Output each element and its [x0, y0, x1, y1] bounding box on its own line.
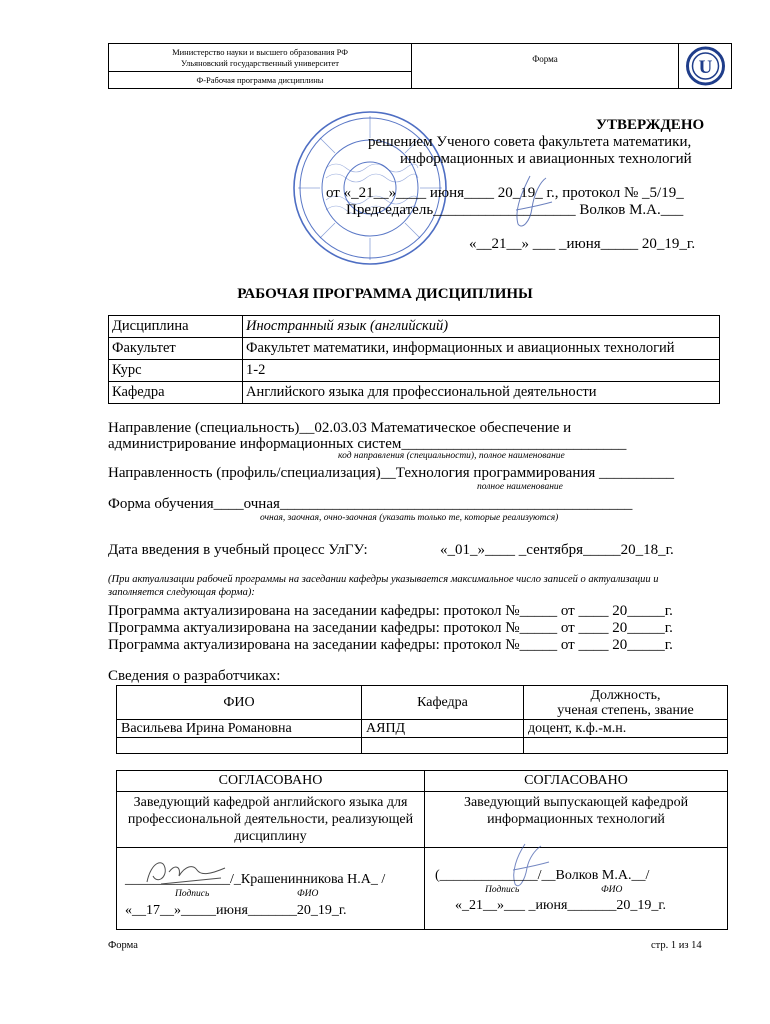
discipline-field-value: 1-2 — [243, 360, 720, 382]
agreed-left-sign-line: _______________/_Крашенинникова Н.А_ / — [125, 872, 386, 887]
agreed-left-role: Заведующий кафедрой английского языка для профессиональной деятельности, реализующей дисциплину — [117, 792, 425, 848]
approval-line-3: от «_21__»____ июня____ 20_19_ г., протокол № _5/19_ — [326, 185, 684, 201]
discipline-field-label: Дисциплина — [109, 316, 243, 338]
document-header — [108, 43, 732, 89]
doc-type-text: Ф-Рабочая программа дисциплины — [109, 72, 412, 89]
agreed-right-sign-hint: Подпись — [485, 885, 520, 895]
agreed-left-date: «__17__»_____июня_______20_19_г. — [125, 903, 347, 918]
agreed-right-title: СОГЛАСОВАНО — [425, 771, 728, 792]
approval-line-5: «__21__» ___ _июня_____ 20_19_г. — [469, 236, 696, 252]
discipline-table — [108, 315, 720, 404]
developers-col-position: Должность, ученая степень, звание — [524, 686, 728, 720]
header-organization — [109, 44, 412, 72]
agreed-left-sign-cell — [117, 848, 425, 930]
actualization-line-3: Программа актуализирована на заседании кафедры: протокол №_____ от ____ 20_____г. — [108, 637, 673, 653]
form-label: Форма — [412, 44, 679, 88]
study-form-hint: очная, заочная, очно-заочная (указать только те, которые реализуются) — [260, 513, 559, 523]
table-row — [109, 360, 720, 382]
university-logo — [679, 44, 732, 88]
discipline-field-label: Курс — [109, 360, 243, 382]
discipline-field-value: Факультет математики, информационных и авиационных технологий — [243, 338, 720, 360]
table-row — [117, 738, 728, 754]
footer-form: Форма — [108, 940, 138, 951]
agreed-right-date: «_21__»___ _июня_______20_19_г. — [455, 898, 667, 913]
approval-title: УТВЕРЖДЕНО — [596, 117, 705, 133]
developers-title: Сведения о разработчиках: — [108, 668, 281, 684]
table-row — [109, 338, 720, 360]
discipline-field-label: Кафедра — [109, 382, 243, 404]
profile-hint: полное наименование — [477, 482, 563, 492]
profile-line: Направленность (профиль/специализация)__Технология программирования __________ — [108, 465, 675, 481]
agreed-left-fio-hint: ФИО — [297, 889, 319, 899]
agreed-right-fio-hint: ФИО — [601, 885, 623, 895]
developers-col-department: Кафедра — [362, 686, 524, 720]
program-title: РАБОЧАЯ ПРОГРАММА ДИСЦИПЛИНЫ — [237, 286, 533, 302]
agreed-right-sign-cell — [425, 848, 728, 930]
direction-hint: код направления (специальности), полное наименование — [338, 451, 565, 461]
discipline-field-value: Иностранный язык (английский) — [243, 316, 720, 338]
approval-line-2: информационных и авиационных технологий — [400, 151, 692, 167]
intro-date-label: Дата введения в учебный процесс УлГУ: — [108, 542, 368, 558]
table-row — [117, 720, 728, 738]
agreed-left-sign-hint: Подпись — [175, 889, 210, 899]
approval-signature — [500, 172, 560, 234]
agreed-right-sign-line: (______________/__Волков М.А.__/ — [435, 868, 650, 883]
university-logo-icon — [679, 44, 732, 88]
actualization-line-2: Программа актуализирована на заседании кафедры: протокол №_____ от ____ 20_____г. — [108, 620, 673, 636]
developer-position — [524, 738, 728, 754]
developer-department: АЯПД — [362, 720, 524, 738]
discipline-field-value: Английского языка для профессиональной деятельности — [243, 382, 720, 404]
direction-line-1: Направление (специальность)__02.03.03 Математическое обеспечение и — [108, 420, 572, 436]
developer-position: доцент, к.ф.-м.н. — [524, 720, 728, 738]
intro-date-value: «_01_»____ _сентября_____20_18_г. — [440, 542, 674, 558]
direction-line-2: администрирование информационных систем______________________________ — [108, 436, 627, 452]
ministry-text: Министерство науки и высшего образования РФ — [172, 47, 348, 57]
discipline-field-label: Факультет — [109, 338, 243, 360]
developers-col-fio: ФИО — [117, 686, 362, 720]
developer-department — [362, 738, 524, 754]
table-row — [109, 382, 720, 404]
developer-fio: Васильева Ирина Романовна — [117, 720, 362, 738]
table-row — [109, 316, 720, 338]
agreed-left-title: СОГЛАСОВАНО — [117, 771, 425, 792]
developer-fio — [117, 738, 362, 754]
university-text: Ульяновский государственный университет — [181, 58, 339, 68]
svg-text:U: U — [698, 57, 713, 78]
developers-table — [116, 685, 728, 754]
study-form-line: Форма обучения____очная_______________________________________________ — [108, 496, 633, 512]
footer-page-number: стр. 1 из 14 — [651, 940, 702, 951]
actualization-note: (При актуализации рабочей программы на заседании кафедры указывается максимальное число записей о актуализации и заполняется следующая форма): — [108, 574, 659, 598]
approval-line-4: Председатель___________________ Волков М.А.___ — [346, 202, 684, 218]
agreement-table — [116, 770, 728, 930]
actualization-line-1: Программа актуализирована на заседании кафедры: протокол №_____ от ____ 20_____г. — [108, 603, 673, 619]
agreed-right-role: Заведующий выпускающей кафедрой информационных технологий — [425, 792, 728, 848]
approval-line-1: решением Ученого совета факультета математики, — [368, 134, 692, 150]
